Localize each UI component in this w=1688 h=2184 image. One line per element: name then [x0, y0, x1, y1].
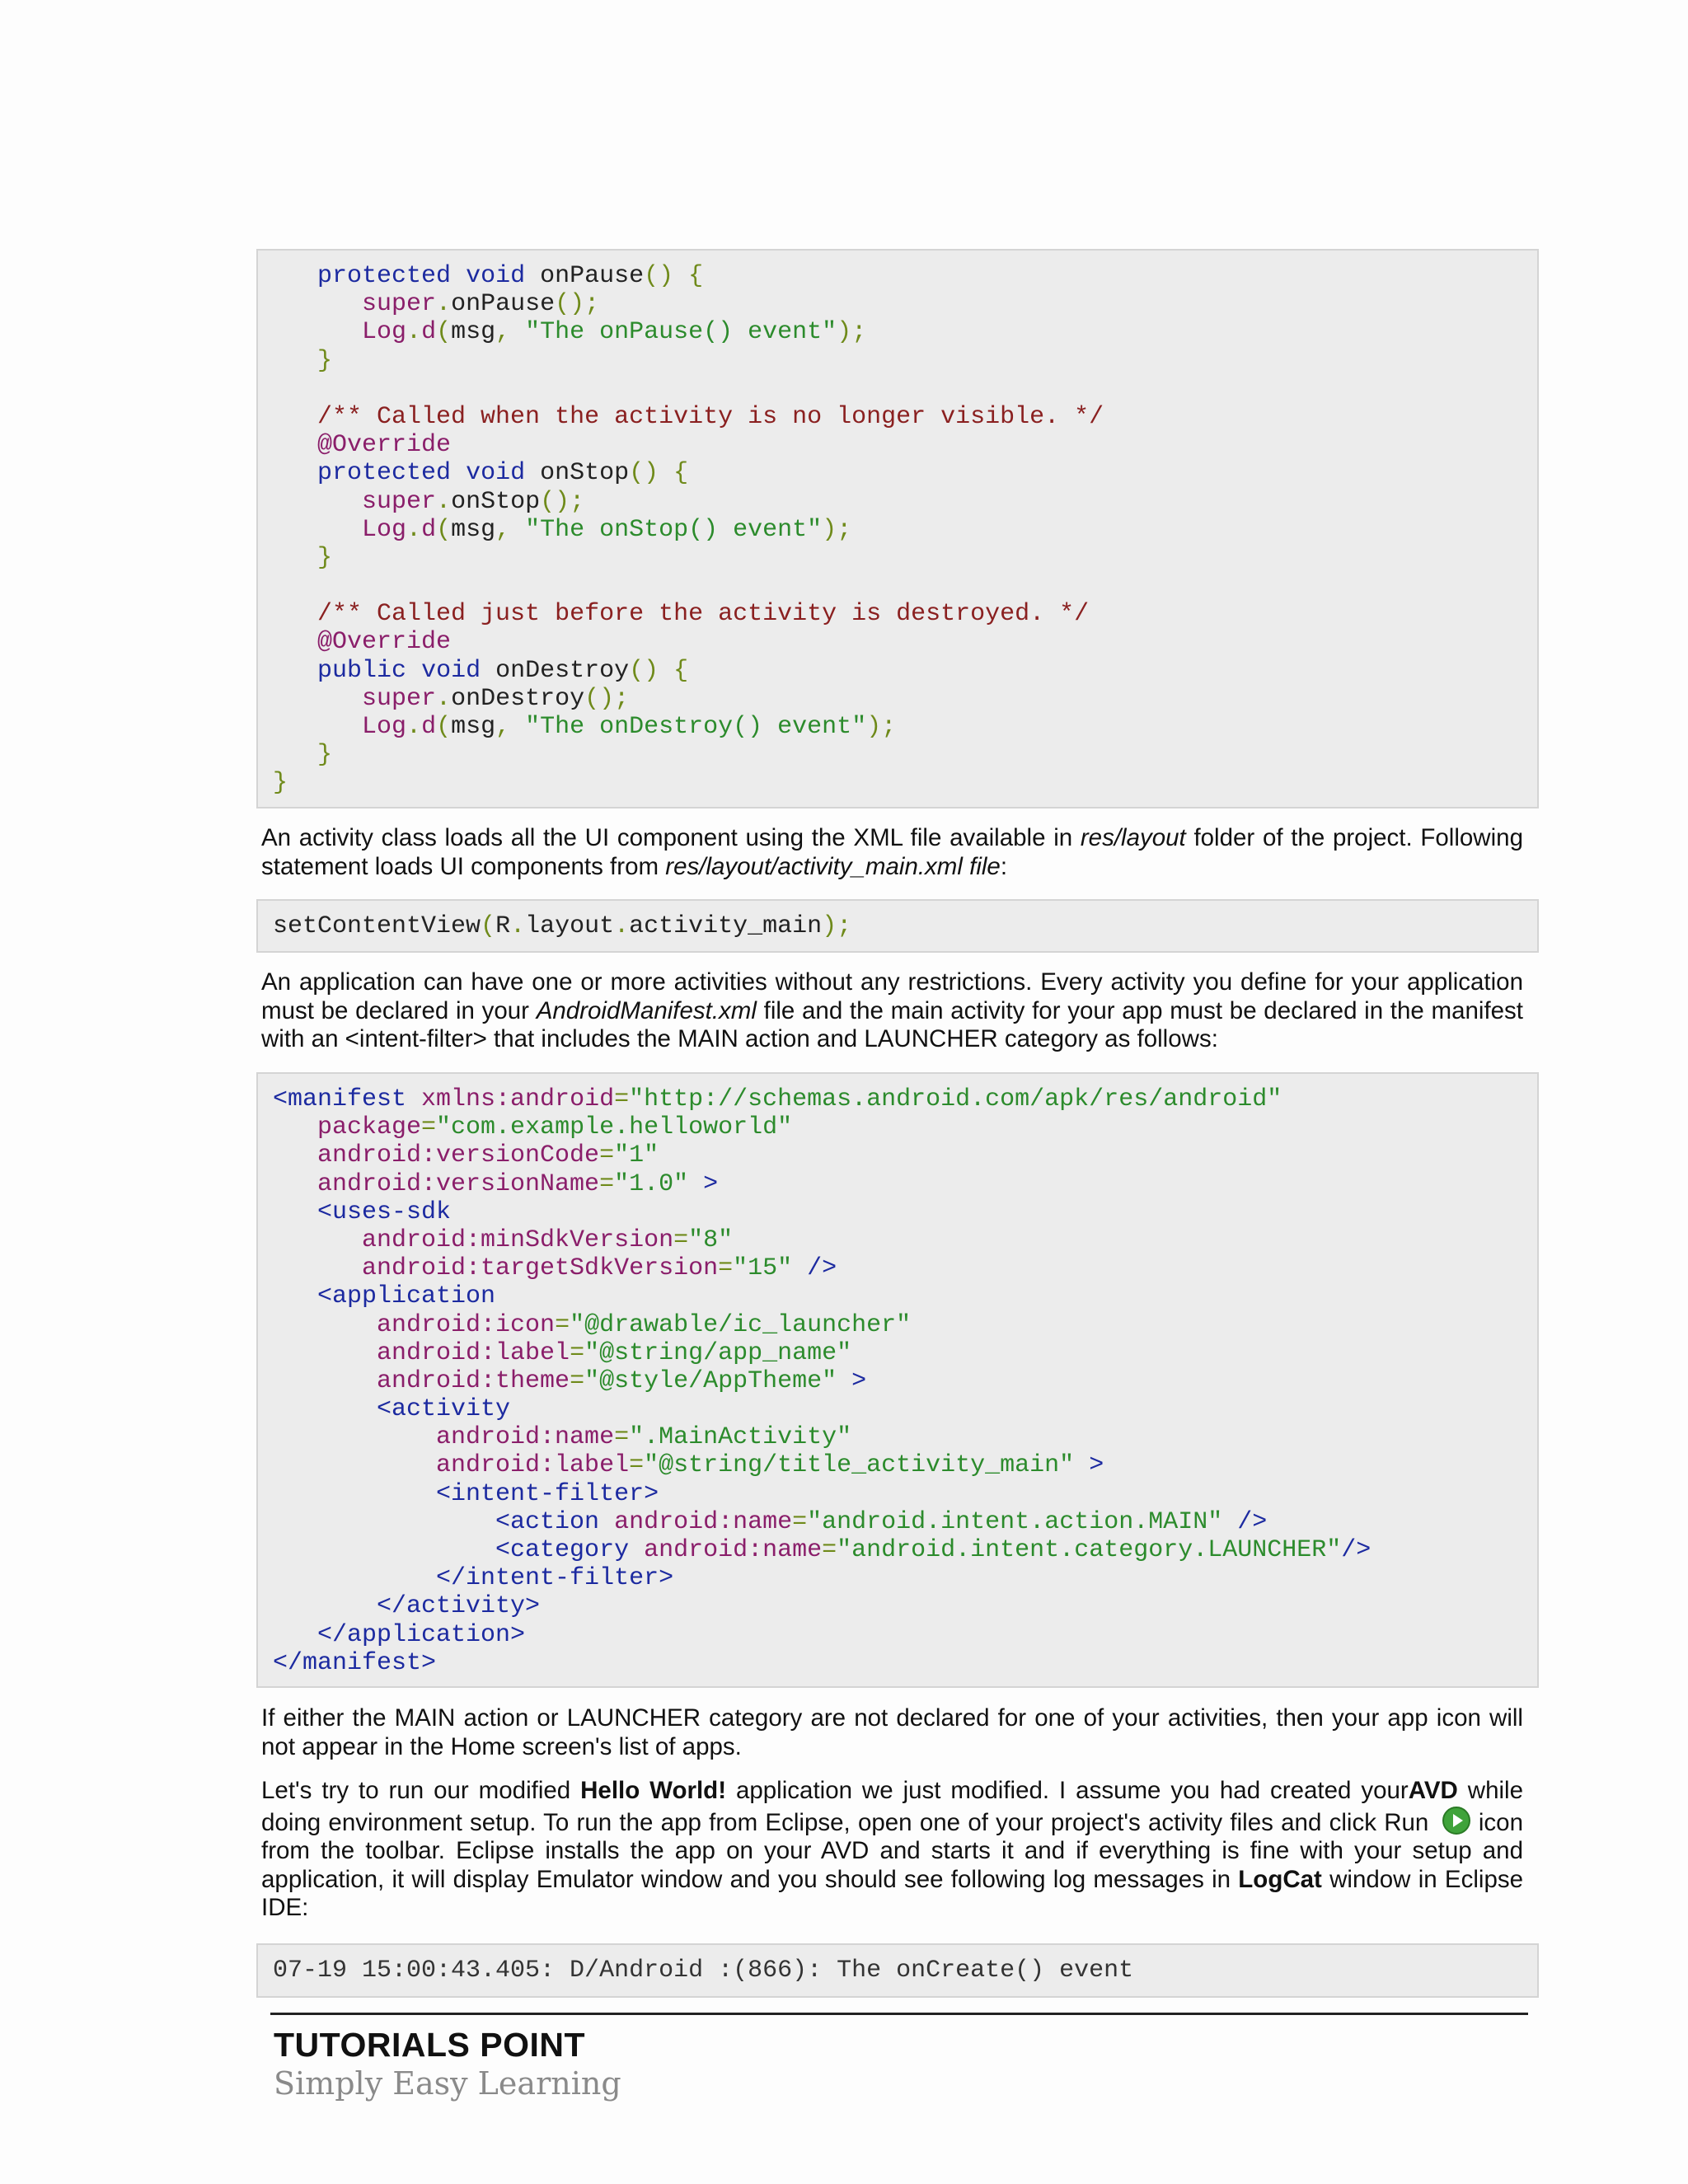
code-token: = — [822, 1536, 837, 1564]
code-token: d — [421, 515, 437, 544]
code-token: layout — [525, 912, 615, 940]
code-token: <uses-sdk — [273, 1197, 452, 1226]
code-token: xmlns:android — [406, 1085, 615, 1113]
code-line — [273, 1170, 1537, 1198]
code-token: () — [644, 262, 674, 290]
code-token: </manifest> — [273, 1648, 437, 1677]
code-token: d — [421, 713, 437, 741]
code-token: "The onStop() event" — [525, 515, 823, 544]
code-token: { — [659, 656, 689, 685]
code-token: } — [317, 543, 333, 572]
code-token: <action — [273, 1507, 600, 1536]
code-token: > — [688, 1169, 719, 1198]
code-token: </application> — [273, 1620, 526, 1649]
code-token: Log — [362, 713, 407, 741]
text-run: window in Eclipse IDE: — [261, 1865, 1524, 1921]
code-token: = — [421, 1113, 437, 1142]
code-line — [273, 1198, 1537, 1226]
text-run: An activity class loads all the UI component using the XML file available in — [261, 824, 1081, 851]
code-token: /** Called when the activity is no longer visible. */ — [317, 402, 1104, 431]
code-token: "@string/app_name" — [584, 1338, 852, 1367]
code-line — [273, 912, 1537, 940]
code-line — [273, 1395, 1537, 1423]
code-token: () — [629, 656, 659, 685]
code-token: msg — [451, 713, 496, 741]
text-run: folder of the project. Following statement loads UI components from — [261, 824, 1523, 880]
code-token: /> — [792, 1254, 837, 1283]
code-token: protected — [317, 262, 452, 290]
code-token: { — [673, 262, 704, 290]
code-line — [273, 1536, 1537, 1564]
code-token: onStop — [525, 459, 630, 488]
code-token: , — [495, 318, 526, 347]
code-token: = — [570, 1366, 585, 1395]
code-token: android:label — [273, 1451, 630, 1480]
code-token: Log — [362, 318, 407, 347]
code-token: android:label — [273, 1338, 570, 1367]
code-block-lifecycle — [256, 249, 1539, 808]
code-token: "8" — [688, 1226, 734, 1254]
code-token: 07-19 15:00:43.405: D/Android :(866): The onCreate() event — [273, 1957, 1134, 1985]
code-line — [273, 572, 1537, 600]
code-line — [273, 1311, 1537, 1339]
code-token: ); — [866, 713, 897, 741]
text-run: application we just modified. I assume you had created your — [726, 1777, 1409, 1804]
code-token: /> — [1341, 1536, 1372, 1564]
code-token: android:minSdkVersion — [273, 1226, 674, 1254]
code-token: "android.intent.category.LAUNCHER" — [837, 1536, 1342, 1564]
code-token — [273, 544, 317, 572]
code-token: @Override — [317, 431, 452, 460]
code-line — [273, 318, 1537, 346]
code-token: = — [599, 1169, 615, 1198]
text-run: LogCat — [1238, 1865, 1322, 1893]
code-token: android:theme — [273, 1366, 570, 1395]
code-line — [273, 657, 1537, 685]
code-token: <intent-filter> — [273, 1479, 659, 1508]
code-token: (); — [555, 290, 600, 319]
code-token — [273, 290, 362, 318]
code-line — [273, 1113, 1537, 1141]
code-block-setcontentview — [256, 899, 1539, 953]
code-token: android:name — [273, 1423, 615, 1452]
code-token: (); — [540, 487, 585, 516]
code-token: } — [273, 769, 288, 798]
run-icon — [1442, 1806, 1471, 1835]
code-token — [273, 318, 362, 346]
code-token: onPause — [451, 290, 556, 319]
code-token: } — [317, 741, 333, 770]
code-token: { — [659, 459, 689, 488]
code-token: "@drawable/ic_launcher" — [570, 1310, 912, 1339]
code-token: <category — [273, 1536, 630, 1564]
code-token — [273, 347, 317, 375]
code-line — [273, 600, 1537, 628]
code-token: "android.intent.action.MAIN" — [807, 1507, 1223, 1536]
code-token — [273, 262, 317, 290]
code-token: . — [436, 684, 452, 713]
code-token: ".MainActivity" — [629, 1423, 852, 1452]
code-line — [273, 1451, 1537, 1479]
code-token: @Override — [317, 628, 452, 657]
text-run: icon from the toolbar. Eclipse installs the app on your AVD and starts it and if everything is fine with your setup and application, it will display Emulator window and you should see following log messages in — [261, 1808, 1523, 1893]
code-token: setContentView — [273, 912, 481, 940]
code-token: activity_main — [629, 912, 823, 940]
code-line — [273, 1141, 1537, 1169]
code-line — [273, 1621, 1537, 1649]
code-line — [273, 769, 1537, 797]
code-line — [273, 1564, 1537, 1592]
code-token: "http://schemas.android.com/apk/res/android" — [629, 1085, 1282, 1113]
code-token: (); — [584, 684, 630, 713]
code-token: , — [495, 515, 526, 544]
code-token: android:name — [599, 1507, 793, 1536]
code-token: ); — [822, 515, 852, 544]
code-token: = — [614, 1085, 630, 1113]
code-token — [451, 262, 466, 290]
code-token: = — [599, 1141, 615, 1170]
code-line — [273, 1254, 1537, 1282]
text-run: AVD — [1408, 1777, 1458, 1804]
code-token: void — [421, 656, 481, 685]
code-token — [273, 741, 317, 769]
code-line — [273, 347, 1537, 375]
code-token: void — [466, 459, 526, 488]
code-line — [273, 1282, 1537, 1310]
code-token: "@style/AppTheme" — [584, 1366, 837, 1395]
text-run: If either the MAIN action or LAUNCHER category are not declared for one of your activities, then your app icon will not appear in the Home screen's list of apps. — [261, 1704, 1523, 1760]
code-token: </activity> — [273, 1592, 541, 1621]
text-run: file and the main activity for your app must be declared in the manifest with an <intent-filter> that includes the MAIN action and LAUNCHER category as follows: — [261, 996, 1523, 1052]
footer-tagline: Simply Easy Learning — [274, 2065, 621, 2102]
code-token — [406, 657, 421, 685]
code-token: ( — [481, 912, 496, 940]
code-token: > — [837, 1366, 867, 1395]
code-token: R — [495, 912, 511, 940]
code-token: ); — [837, 318, 867, 347]
code-token: onPause — [525, 262, 645, 290]
code-token: . — [406, 713, 422, 741]
code-token — [273, 488, 362, 516]
code-token — [273, 685, 362, 713]
code-token: /** Called just before the activity is destroyed. */ — [317, 600, 1090, 629]
code-token: ( — [436, 713, 452, 741]
code-line — [273, 628, 1537, 656]
code-token: package — [273, 1113, 422, 1142]
text-run: while doing environment setup. To run the app from Eclipse, open one of your project's activity files and click Run — [261, 1777, 1524, 1836]
code-line — [273, 1226, 1537, 1254]
paragraph-run-app — [261, 1777, 1523, 1923]
code-block-manifest — [256, 1072, 1539, 1688]
code-token: . — [436, 487, 452, 516]
code-token: "15" — [733, 1254, 793, 1283]
code-token: > — [1074, 1451, 1104, 1480]
code-line — [273, 1957, 1537, 1985]
code-line — [273, 290, 1537, 318]
text-run: An application can have one or more activities without any restrictions. Every activity you define for your application must be declared in your — [261, 968, 1523, 1024]
code-token: . — [510, 912, 526, 940]
code-token: protected — [317, 459, 452, 488]
code-token: android:name — [629, 1536, 823, 1564]
code-token: ( — [436, 515, 452, 544]
code-token: ); — [822, 912, 852, 940]
text-run: Let's try to run our modified — [261, 1777, 581, 1804]
paragraph-main-launcher — [261, 1704, 1523, 1761]
footer-brand: TUTORIALS POINT — [274, 2026, 586, 2064]
code-token — [273, 657, 317, 685]
code-token: super — [362, 684, 437, 713]
code-token: = — [570, 1338, 585, 1367]
code-token: "1.0" — [614, 1169, 689, 1198]
code-token: super — [362, 290, 437, 319]
text-run: res/layout — [1080, 824, 1186, 851]
code-line — [273, 1085, 1537, 1113]
code-token: () — [629, 459, 659, 488]
text-run: res/layout/activity_main.xml file — [665, 852, 1001, 880]
code-token: = — [718, 1254, 734, 1283]
code-token: . — [406, 515, 422, 544]
code-token: . — [614, 912, 630, 940]
code-token: android:icon — [273, 1310, 556, 1339]
code-token — [273, 459, 317, 487]
code-line — [273, 403, 1537, 431]
code-line — [273, 375, 1537, 403]
code-line — [273, 1480, 1537, 1508]
code-token: <activity — [273, 1395, 511, 1424]
code-line — [273, 488, 1537, 516]
code-token: "com.example.helloworld" — [436, 1113, 793, 1142]
code-token: d — [421, 318, 437, 347]
code-token: = — [614, 1423, 630, 1452]
code-line — [273, 685, 1537, 713]
code-token: public — [317, 656, 407, 685]
code-token — [273, 713, 362, 741]
footer-divider — [270, 2013, 1528, 2015]
code-token: android:targetSdkVersion — [273, 1254, 719, 1283]
code-token: void — [466, 262, 526, 290]
code-token: Log — [362, 515, 407, 544]
code-line — [273, 431, 1537, 459]
code-line — [273, 262, 1537, 290]
code-token: android:versionName — [273, 1169, 600, 1198]
code-line — [273, 1339, 1537, 1367]
code-token: /> — [1222, 1507, 1268, 1536]
code-line — [273, 1592, 1537, 1620]
code-token: onDestroy — [451, 684, 585, 713]
code-token: onDestroy — [481, 656, 630, 685]
code-line — [273, 1367, 1537, 1395]
code-token: . — [436, 290, 452, 319]
code-token: = — [792, 1507, 808, 1536]
code-line — [273, 1423, 1537, 1451]
code-token: "The onPause() event" — [525, 318, 837, 347]
code-line — [273, 516, 1537, 544]
code-line — [273, 459, 1537, 487]
code-token: } — [317, 346, 333, 375]
code-token: , — [495, 713, 526, 741]
code-token: = — [629, 1451, 645, 1480]
text-run: Hello World! — [580, 1777, 727, 1804]
code-token: msg — [451, 515, 496, 544]
code-token: <application — [273, 1282, 496, 1311]
code-token — [273, 403, 317, 431]
code-token: = — [673, 1226, 689, 1254]
code-block-logcat — [256, 1943, 1539, 1998]
code-token — [273, 431, 317, 459]
code-line — [273, 741, 1537, 769]
code-token: ( — [436, 318, 452, 347]
paragraph-activities-manifest — [261, 968, 1523, 1054]
code-line — [273, 713, 1537, 741]
code-token: </intent-filter> — [273, 1564, 674, 1593]
code-line — [273, 1508, 1537, 1536]
code-token: = — [555, 1310, 570, 1339]
text-run: : — [1000, 852, 1008, 880]
code-token: super — [362, 487, 437, 516]
code-token: "The onDestroy() event" — [525, 713, 867, 741]
code-token: <manifest — [273, 1085, 407, 1113]
code-token: "@string/title_activity_main" — [644, 1451, 1075, 1480]
code-token — [273, 628, 317, 656]
code-line — [273, 1649, 1537, 1677]
code-token: android:versionCode — [273, 1141, 600, 1170]
code-line — [273, 544, 1537, 572]
code-token: . — [406, 318, 422, 347]
code-token — [273, 600, 317, 628]
code-token — [451, 459, 466, 487]
code-token: onStop — [451, 487, 541, 516]
code-token: "1" — [614, 1141, 659, 1170]
text-run: AndroidManifest.xml — [536, 996, 757, 1024]
code-token — [273, 516, 362, 544]
paragraph-activity-loads-ui — [261, 824, 1523, 881]
code-token: msg — [451, 318, 496, 347]
